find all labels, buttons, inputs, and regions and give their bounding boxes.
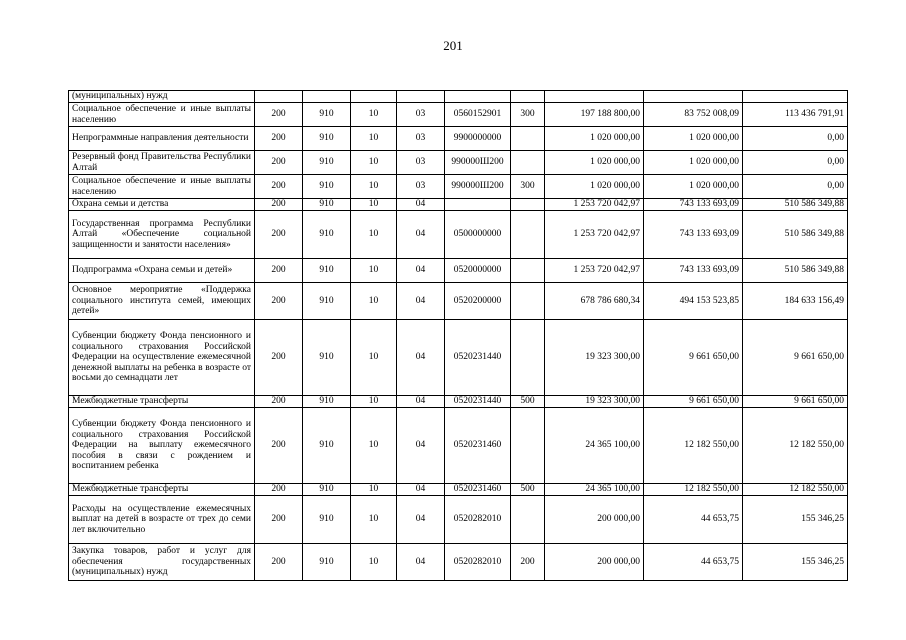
cell-sum-3: 510 586 349,88: [743, 211, 848, 259]
cell-grbs: 200: [255, 151, 303, 175]
cell-sum-1: 1 020 000,00: [545, 175, 644, 199]
cell-sum-1: 24 365 100,00: [545, 408, 644, 484]
cell-sum-3: 184 633 156,49: [743, 283, 848, 320]
cell-sum-1: 19 323 300,00: [545, 396, 644, 408]
cell-sum-1: 200 000,00: [545, 544, 644, 581]
table-row: [69, 496, 848, 544]
cell-sum-2: 1 020 000,00: [644, 151, 743, 175]
cell-sum-3: 0,00: [743, 175, 848, 199]
cell-csr: 0520231440: [445, 320, 511, 396]
cell-pr: 04: [397, 259, 445, 283]
cell-sum-3: 155 346,25: [743, 544, 848, 581]
table-row: [69, 211, 848, 259]
cell-sum-3: 113 436 791,91: [743, 103, 848, 127]
cell-grbs: 200: [255, 320, 303, 396]
cell-podrz: 10: [351, 103, 397, 127]
cell-sum-1: 200 000,00: [545, 496, 644, 544]
cell-rz: 910: [303, 484, 351, 496]
cell-sum-2: [644, 91, 743, 103]
row-name: Основное мероприятие «Поддержка социального института семей, имеющих детей»: [69, 283, 255, 320]
cell-rz: 910: [303, 259, 351, 283]
cell-csr: 0520231440: [445, 396, 511, 408]
page-number: 201: [443, 38, 463, 53]
cell-sum-2: 1 020 000,00: [644, 175, 743, 199]
cell-grbs: 200: [255, 484, 303, 496]
cell-csr: 0560152901: [445, 103, 511, 127]
cell-sum-1: 197 188 800,00: [545, 103, 644, 127]
cell-rz: 910: [303, 199, 351, 211]
table-row: [69, 484, 848, 496]
row-name: Непрограммные направления деятельности: [69, 127, 255, 151]
table-row: [69, 103, 848, 127]
cell-sum-3: 12 182 550,00: [743, 484, 848, 496]
cell-vr: 500: [511, 396, 545, 408]
table-row: [69, 408, 848, 484]
cell-pr: 04: [397, 320, 445, 396]
table-row: [69, 127, 848, 151]
cell-sum-2: 12 182 550,00: [644, 484, 743, 496]
row-name: Расходы на осуществление ежемесячных выплат на детей в возрасте от трех до семи лет включительно: [69, 496, 255, 544]
table-row: [69, 283, 848, 320]
cell-podrz: 10: [351, 211, 397, 259]
row-name: Охрана семьи и детства: [69, 199, 255, 211]
cell-grbs: 200: [255, 211, 303, 259]
cell-grbs: 200: [255, 496, 303, 544]
cell-rz: 910: [303, 544, 351, 581]
cell-csr: 9900000000: [445, 127, 511, 151]
cell-sum-1: 19 323 300,00: [545, 320, 644, 396]
cell-csr: 990000Ш200: [445, 175, 511, 199]
cell-sum-3: 12 182 550,00: [743, 408, 848, 484]
cell-sum-3: 155 346,25: [743, 496, 848, 544]
row-name: Социальное обеспечение и иные выплаты населению: [69, 175, 255, 199]
row-name: Закупка товаров, работ и услуг для обеспечения государственных (муниципальных) нужд: [69, 544, 255, 581]
table-row: [69, 199, 848, 211]
cell-grbs: 200: [255, 199, 303, 211]
cell-sum-2: 12 182 550,00: [644, 408, 743, 484]
cell-grbs: 200: [255, 396, 303, 408]
cell-sum-3: 0,00: [743, 127, 848, 151]
cell-rz: 910: [303, 496, 351, 544]
cell-rz: [303, 91, 351, 103]
row-name: Субвенции бюджету Фонда пенсионного и социального страхования Российской Федерации на осуществление ежемесячной денежной выплаты на ребенка в возрасте от восьми до семнадцати лет: [69, 320, 255, 396]
cell-pr: 04: [397, 211, 445, 259]
cell-rz: 910: [303, 396, 351, 408]
cell-csr: 0500000000: [445, 211, 511, 259]
cell-grbs: 200: [255, 283, 303, 320]
cell-vr: 300: [511, 175, 545, 199]
cell-grbs: 200: [255, 175, 303, 199]
cell-grbs: 200: [255, 408, 303, 484]
cell-sum-3: 9 661 650,00: [743, 396, 848, 408]
cell-pr: 04: [397, 199, 445, 211]
cell-sum-3: 510 586 349,88: [743, 199, 848, 211]
cell-pr: 04: [397, 408, 445, 484]
table-row: [69, 259, 848, 283]
cell-grbs: 200: [255, 127, 303, 151]
cell-sum-3: 510 586 349,88: [743, 259, 848, 283]
cell-podrz: 10: [351, 175, 397, 199]
cell-vr: [511, 211, 545, 259]
cell-rz: 910: [303, 151, 351, 175]
cell-sum-1: 678 786 680,34: [545, 283, 644, 320]
cell-vr: [511, 408, 545, 484]
cell-pr: 04: [397, 283, 445, 320]
cell-sum-1: 1 020 000,00: [545, 127, 644, 151]
cell-grbs: 200: [255, 103, 303, 127]
cell-podrz: 10: [351, 127, 397, 151]
table-row: [69, 320, 848, 396]
cell-pr: 04: [397, 396, 445, 408]
cell-sum-2: 9 661 650,00: [644, 320, 743, 396]
cell-sum-3: 0,00: [743, 151, 848, 175]
cell-sum-2: 743 133 693,09: [644, 259, 743, 283]
cell-pr: 03: [397, 175, 445, 199]
cell-vr: [511, 151, 545, 175]
table-row: [69, 175, 848, 199]
cell-vr: [511, 259, 545, 283]
cell-csr: 0520000000: [445, 259, 511, 283]
cell-csr: [445, 199, 511, 211]
table-row: [69, 151, 848, 175]
cell-csr: 0520231460: [445, 408, 511, 484]
cell-vr: 200: [511, 544, 545, 581]
cell-podrz: 10: [351, 544, 397, 581]
cell-vr: [511, 91, 545, 103]
cell-sum-1: 1 253 720 042,97: [545, 259, 644, 283]
cell-rz: 910: [303, 211, 351, 259]
cell-sum-1: 1 253 720 042,97: [545, 211, 644, 259]
cell-csr: 0520282010: [445, 496, 511, 544]
cell-podrz: 10: [351, 484, 397, 496]
cell-grbs: 200: [255, 259, 303, 283]
cell-rz: 910: [303, 408, 351, 484]
cell-sum-3: 9 661 650,00: [743, 320, 848, 396]
cell-sum-3: [743, 91, 848, 103]
cell-csr: 0520231460: [445, 484, 511, 496]
cell-vr: [511, 127, 545, 151]
cell-sum-1: 24 365 100,00: [545, 484, 644, 496]
row-name: Социальное обеспечение и иные выплаты населению: [69, 103, 255, 127]
cell-sum-1: 1 020 000,00: [545, 151, 644, 175]
cell-podrz: [351, 91, 397, 103]
cell-csr: 0520282010: [445, 544, 511, 581]
cell-rz: 910: [303, 175, 351, 199]
cell-vr: [511, 283, 545, 320]
cell-rz: 910: [303, 127, 351, 151]
row-name: Резервный фонд Правительства Республики Алтай: [69, 151, 255, 175]
cell-podrz: 10: [351, 283, 397, 320]
cell-podrz: 10: [351, 259, 397, 283]
cell-pr: 03: [397, 127, 445, 151]
cell-csr: 990000Ш200: [445, 151, 511, 175]
row-name: Межбюджетные трансферты: [69, 396, 255, 408]
cell-vr: [511, 320, 545, 396]
budget-table: [68, 90, 848, 581]
cell-rz: 910: [303, 283, 351, 320]
row-name: Подпрограмма «Охрана семьи и детей»: [69, 259, 255, 283]
cell-pr: 03: [397, 103, 445, 127]
cell-sum-1: 1 253 720 042,97: [545, 199, 644, 211]
cell-pr: 04: [397, 496, 445, 544]
cell-grbs: 200: [255, 544, 303, 581]
table-row: [69, 91, 848, 103]
cell-sum-2: 1 020 000,00: [644, 127, 743, 151]
row-name: Государственная программа Республики Алтай «Обеспечение социальной защищенности и занятости населения»: [69, 211, 255, 259]
cell-sum-2: 44 653,75: [644, 544, 743, 581]
cell-sum-2: 9 661 650,00: [644, 396, 743, 408]
cell-podrz: 10: [351, 396, 397, 408]
cell-vr: 500: [511, 484, 545, 496]
row-name: (муниципальных) нужд: [69, 91, 255, 103]
table-row: [69, 544, 848, 581]
cell-pr: 03: [397, 151, 445, 175]
cell-vr: [511, 496, 545, 544]
table-row: [69, 396, 848, 408]
cell-vr: 300: [511, 103, 545, 127]
cell-podrz: 10: [351, 408, 397, 484]
cell-pr: 04: [397, 544, 445, 581]
cell-grbs: [255, 91, 303, 103]
cell-csr: 0520200000: [445, 283, 511, 320]
cell-podrz: 10: [351, 199, 397, 211]
row-name: Межбюджетные трансферты: [69, 484, 255, 496]
cell-vr: [511, 199, 545, 211]
cell-sum-2: 83 752 008,09: [644, 103, 743, 127]
cell-podrz: 10: [351, 496, 397, 544]
cell-podrz: 10: [351, 320, 397, 396]
cell-sum-2: 743 133 693,09: [644, 199, 743, 211]
row-name: Субвенции бюджету Фонда пенсионного и социального страхования Российской Федерации на выплату ежемесячного пособия в связи с рождением и воспитанием ребенка: [69, 408, 255, 484]
cell-sum-2: 494 153 523,85: [644, 283, 743, 320]
cell-rz: 910: [303, 103, 351, 127]
cell-csr: [445, 91, 511, 103]
cell-sum-2: 743 133 693,09: [644, 211, 743, 259]
cell-pr: [397, 91, 445, 103]
cell-pr: 04: [397, 484, 445, 496]
cell-sum-1: [545, 91, 644, 103]
cell-rz: 910: [303, 320, 351, 396]
cell-podrz: 10: [351, 151, 397, 175]
cell-sum-2: 44 653,75: [644, 496, 743, 544]
